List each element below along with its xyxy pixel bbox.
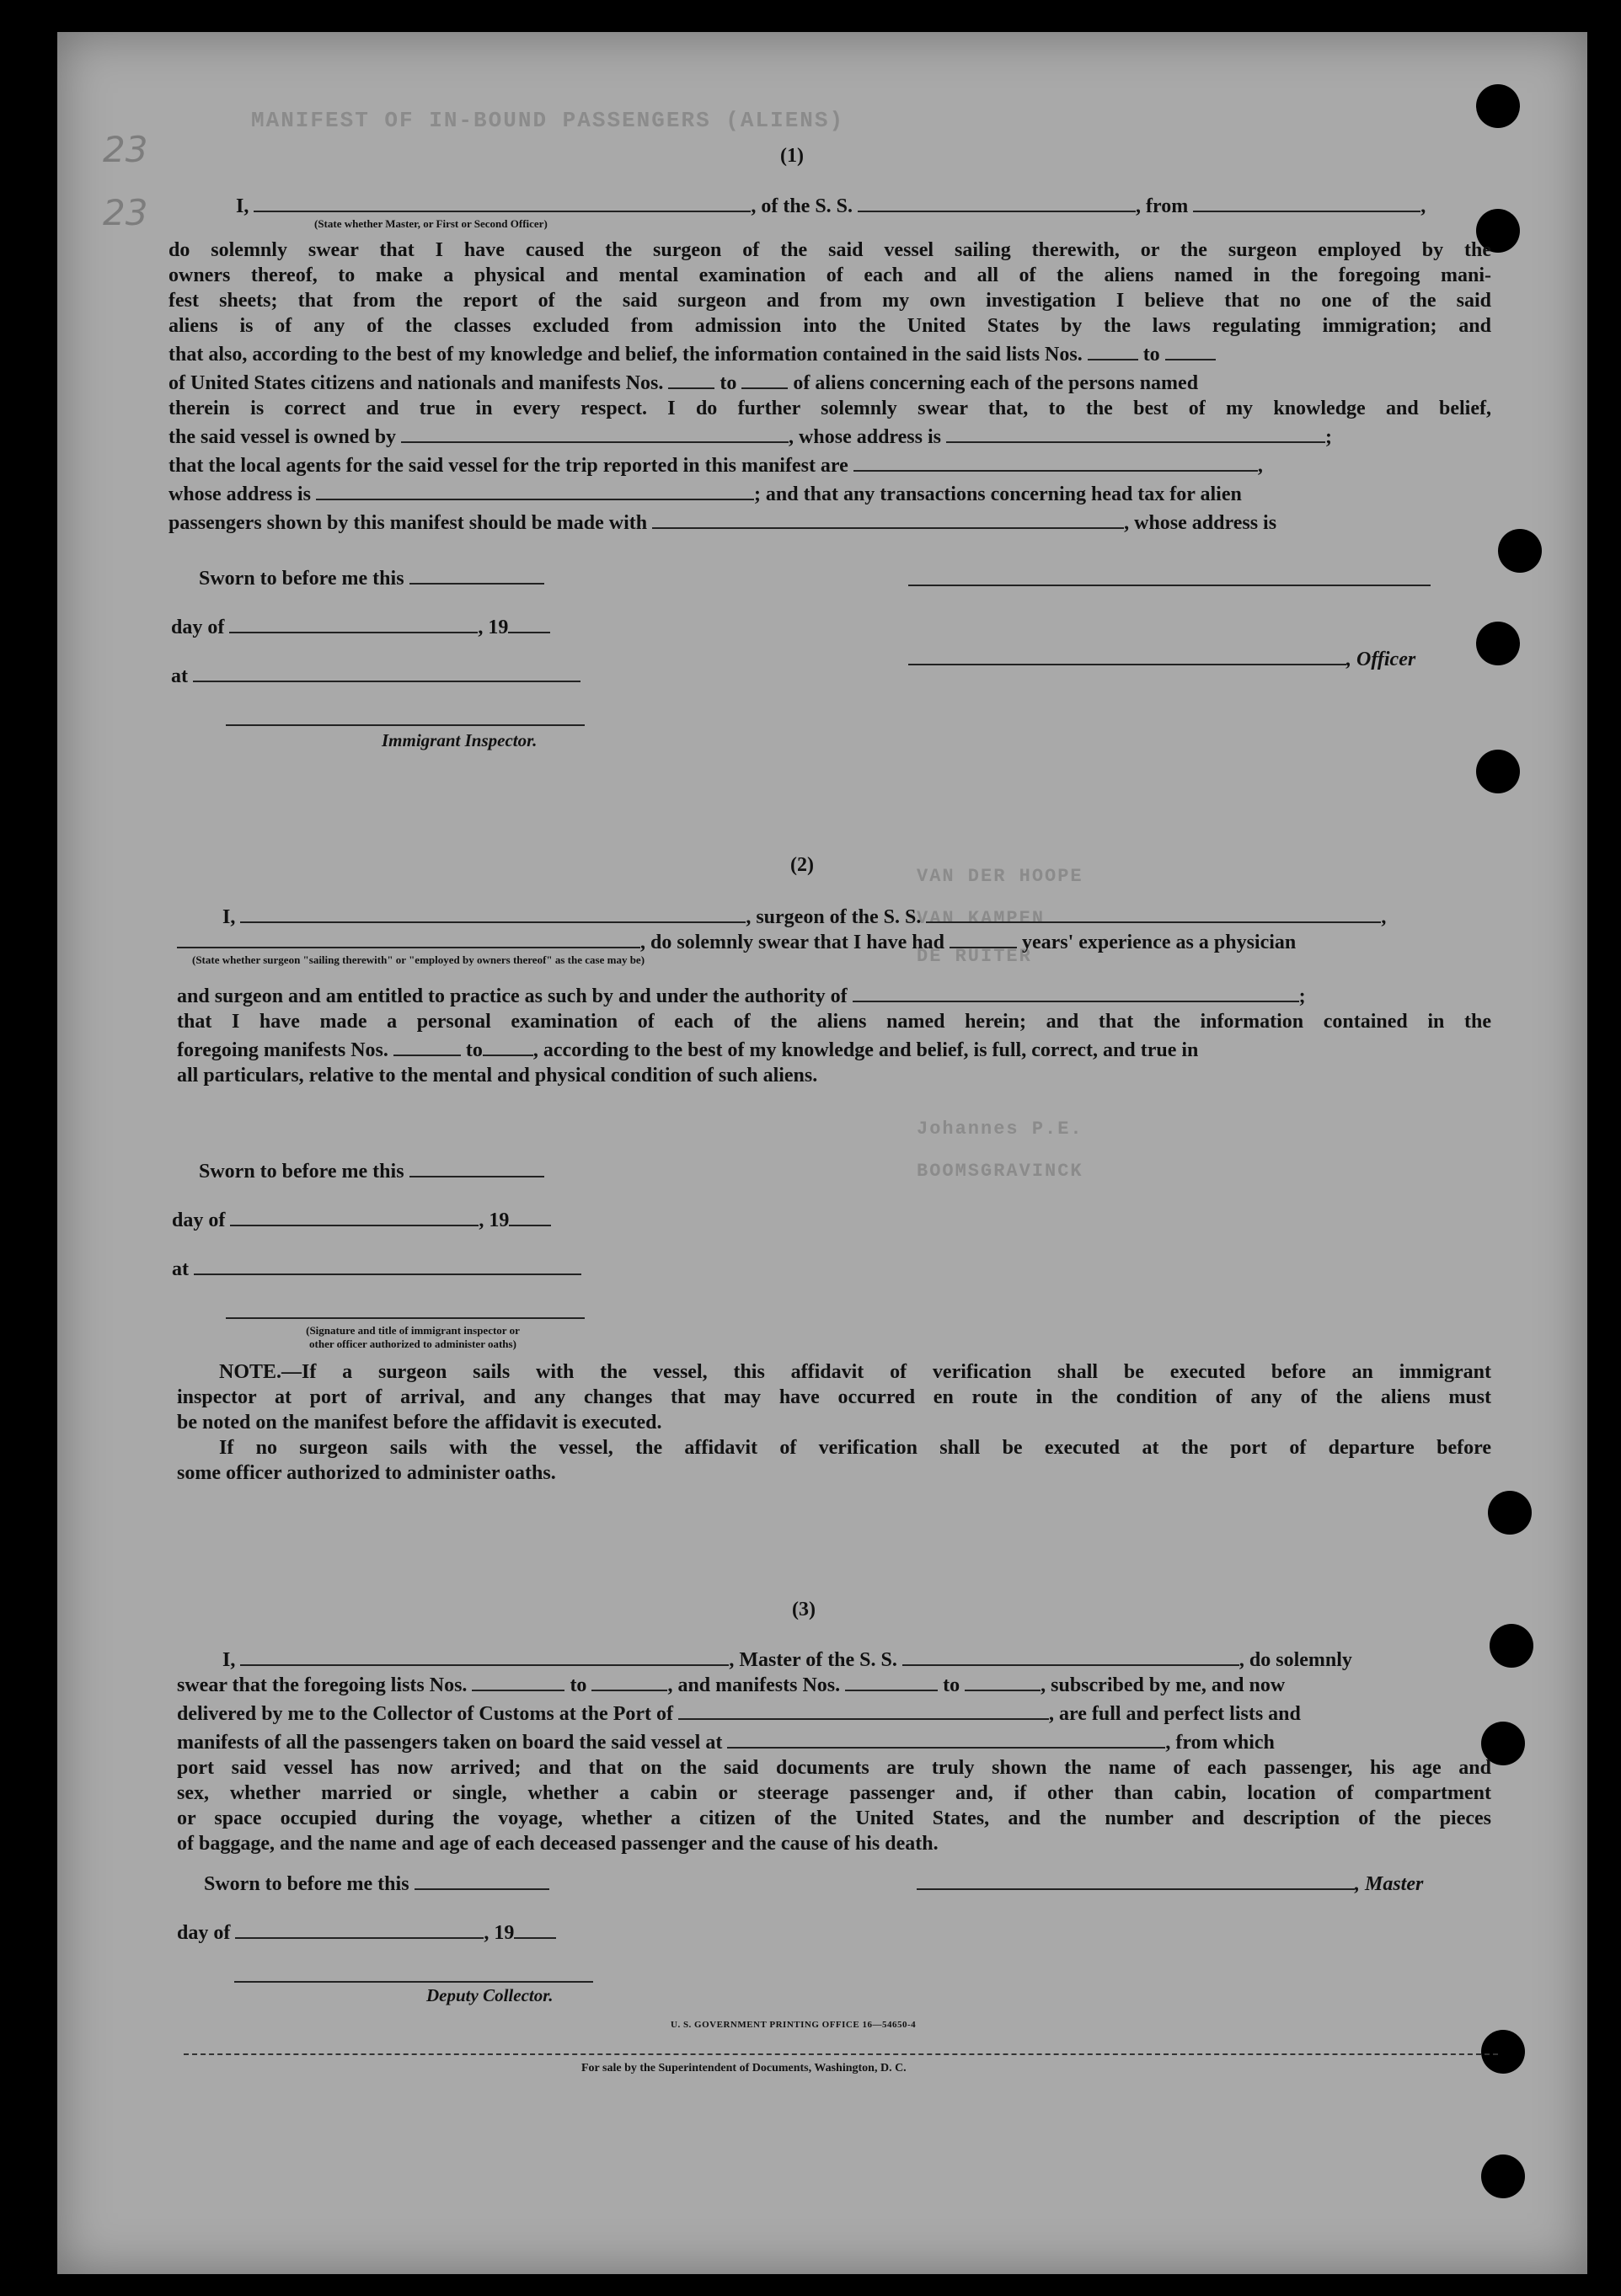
day-of-label: day of , 19: [171, 611, 550, 640]
section-3-number: (3): [792, 1599, 816, 1621]
section-2-experience-line: , do solemnly swear that I have had years' experience as a physician: [177, 926, 1296, 955]
surgeon-manifests-from-field[interactable]: [393, 1034, 461, 1056]
sworn-label-2: Sworn to before me this: [199, 1156, 544, 1184]
punch-hole: [1488, 1491, 1532, 1535]
at-label: at: [171, 660, 580, 689]
section-2-oath-line: I, , surgeon of the S. S. ,: [222, 901, 1386, 930]
at-label-2: at: [172, 1253, 581, 1282]
sworn-month-field[interactable]: [229, 611, 478, 633]
gpo-line: U. S. GOVERNMENT PRINTING OFFICE 16—54650-4: [671, 2020, 917, 2030]
lists-from-field[interactable]: [1088, 339, 1138, 360]
customs-port-field[interactable]: [678, 1698, 1049, 1720]
section-1-number: (1): [780, 145, 804, 167]
signature-note: (Signature and title of immigrant inspector or other officer authorized to administer oaths): [306, 1324, 520, 1350]
section-1-oath-line: I, , of the S. S. , from ,: [236, 190, 1496, 219]
punch-hole: [1481, 2155, 1525, 2198]
master-name-field[interactable]: [240, 1644, 729, 1666]
section-2-body: and surgeon and am entitled to practice as such by and under the authority of ; that I have made a personal examination of each of the aliens named herein; and that the information contained in the foregoing manifests Nos. to , according to the best of my knowledge and belief, is full, correct, and true in all particulars, relative to the mental and physical condition of such aliens.: [177, 980, 1491, 1088]
master-vessel-field[interactable]: [902, 1644, 1239, 1666]
sworn-year-field-3[interactable]: [514, 1917, 556, 1939]
boarding-port-field[interactable]: [727, 1727, 1165, 1749]
sale-line: For sale by the Superintendent of Documents, Washington, D. C.: [581, 2062, 907, 2074]
sworn-month-field-2[interactable]: [230, 1204, 479, 1226]
lists-to-field[interactable]: [1165, 339, 1216, 360]
head-tax-contact-field[interactable]: [652, 507, 1124, 529]
inspector-label: Immigrant Inspector.: [382, 730, 538, 750]
bleed-line: BOOMSGRAVINCK: [917, 1161, 1083, 1182]
section-1-body: do solemnly swear that I have caused the surgeon of the said vessel sailing therewith, or the surgeon employed by the owners thereof, to make a physical and mental examination of each and all of the aliens named in the foregoing mani- fest sheets; that from the report of the said surgeon and from my own investigation I believe that no one of the said aliens is of any of the classes excluded from admission into the United States by the laws regulating immigration; and that also, according to the best of my knowledge and belief, the information contained in the said lists Nos. to of United States citizens and nationals and manifests Nos. to of aliens concerning each of the persons named therein is correct and true in every respect. I do further solemnly swear that, to the best of my knowledge and belief, the said vessel is owned by , whose address is ; that the local agents for the said vessel for the trip reported in this manifest are , whose address is ; and that any transactions concerning head tax for alien passengers shown by this manifest should be made with , whose address is: [169, 239, 1491, 534]
label-i: I,: [236, 195, 249, 217]
sworn-place-field-2[interactable]: [194, 1253, 581, 1275]
from-port-field[interactable]: [1193, 190, 1420, 212]
master-manifests-to-field[interactable]: [965, 1669, 1041, 1691]
section-3-body: swear that the foregoing lists Nos. to , and manifests Nos. to , subscribed by me, and now delivered by me to the Collector of Customs at the Port of , are full and perfect lists and manifests of all the passengers taken on board the said vessel at , from which port said vessel has now arrived; and that on the said documents are truly shown the name of each passenger, his age and sex, whether married or single, whether a cabin or steerage passenger and, if other than cabin, location of compartment or space occupied during the voyage, whether a citizen of the United States, and the number and description of the pieces of baggage, and the name and age of each deceased passenger and the cause of his death.: [177, 1669, 1491, 1856]
inspector-signature-line[interactable]: [226, 724, 585, 726]
sworn-place-field[interactable]: [193, 660, 580, 682]
owner-address-field[interactable]: [946, 421, 1325, 443]
master-manifests-from-field[interactable]: [845, 1669, 938, 1691]
officer-label: , Officer: [908, 643, 1415, 672]
bleed-line: VAN DER HOOPE: [917, 866, 1083, 887]
punch-hole: [1476, 84, 1520, 128]
master-label: , Master: [917, 1868, 1423, 1897]
sworn-day-field-2[interactable]: [409, 1156, 544, 1177]
officer-name-field[interactable]: [254, 190, 751, 212]
local-agents-field[interactable]: [853, 450, 1258, 472]
punch-hole: [1498, 529, 1542, 573]
master-lists-from-field[interactable]: [472, 1669, 564, 1691]
sworn-year-field-2[interactable]: [509, 1204, 551, 1226]
day-of-label-2: day of , 19: [172, 1204, 551, 1233]
punch-hole: [1481, 2030, 1525, 2074]
punch-hole: [1476, 750, 1520, 793]
officer-title-field[interactable]: [908, 643, 1346, 665]
footer-rule: [184, 2053, 1498, 2055]
punch-hole: [1490, 1624, 1533, 1668]
punch-hole: [1476, 622, 1520, 665]
vessel-name-field[interactable]: [858, 190, 1136, 212]
master-signature-field[interactable]: [917, 1868, 1355, 1890]
bleed-line: DE RUITER: [917, 946, 1032, 967]
day-of-label-3: day of , 19: [177, 1917, 556, 1946]
bleed-heading: MANIFEST OF IN-BOUND PASSENGERS (ALIENS): [251, 108, 845, 133]
sworn-day-field[interactable]: [409, 563, 544, 585]
section-3-oath-line: I, , Master of the S. S. , do solemnly: [222, 1644, 1352, 1673]
document-sheet: [57, 32, 1587, 2274]
surgeon-manifests-to-field[interactable]: [483, 1034, 533, 1056]
surgeon-vessel-field[interactable]: [926, 901, 1381, 923]
surgeon-status-note: (State whether surgeon "sailing therewith" or "employed by owners thereof" as the case may be): [192, 953, 645, 966]
authority-field[interactable]: [853, 980, 1299, 1002]
sworn-day-field-3[interactable]: [415, 1868, 549, 1890]
agents-address-field[interactable]: [316, 478, 754, 500]
bleed-line: VAN KAMPEN: [917, 908, 1046, 929]
section-2-number: (2): [790, 854, 814, 876]
sworn-label: Sworn to before me this: [199, 563, 544, 591]
surgeon-name-field[interactable]: [240, 901, 746, 923]
bleed-line: Johannes P.E.: [917, 1119, 1083, 1140]
sworn-year-field[interactable]: [508, 611, 550, 633]
surgeon-status-field[interactable]: [177, 926, 640, 948]
note-block: NOTE.—If a surgeon sails with the vessel, this affidavit of verification shall be executed before an immigrant inspector at port of arrival, and any changes that may have occurred en route in the condition of any of the aliens must be noted on the manifest before the affidavit is executed. If no surgeon sails with the vessel, the affidavit of verification shall be executed at the port of departure before some officer authorized to administer oaths.: [177, 1361, 1491, 1484]
sworn-month-field-3[interactable]: [235, 1917, 484, 1939]
margin-mark: 23: [103, 192, 148, 233]
margin-mark: 23: [103, 129, 148, 170]
master-lists-to-field[interactable]: [591, 1669, 667, 1691]
owner-field[interactable]: [401, 421, 789, 443]
sworn-label-3: Sworn to before me this: [204, 1868, 549, 1897]
deputy-label: Deputy Collector.: [426, 1985, 554, 2005]
authorized-officer-signature-line[interactable]: [226, 1317, 585, 1319]
manifests-to-field[interactable]: [741, 367, 788, 389]
officer-signature-line[interactable]: [908, 585, 1431, 586]
manifests-from-field[interactable]: [668, 367, 714, 389]
officer-title-note: (State whether Master, or First or Second Officer): [314, 217, 548, 230]
years-experience-field[interactable]: [950, 926, 1017, 948]
